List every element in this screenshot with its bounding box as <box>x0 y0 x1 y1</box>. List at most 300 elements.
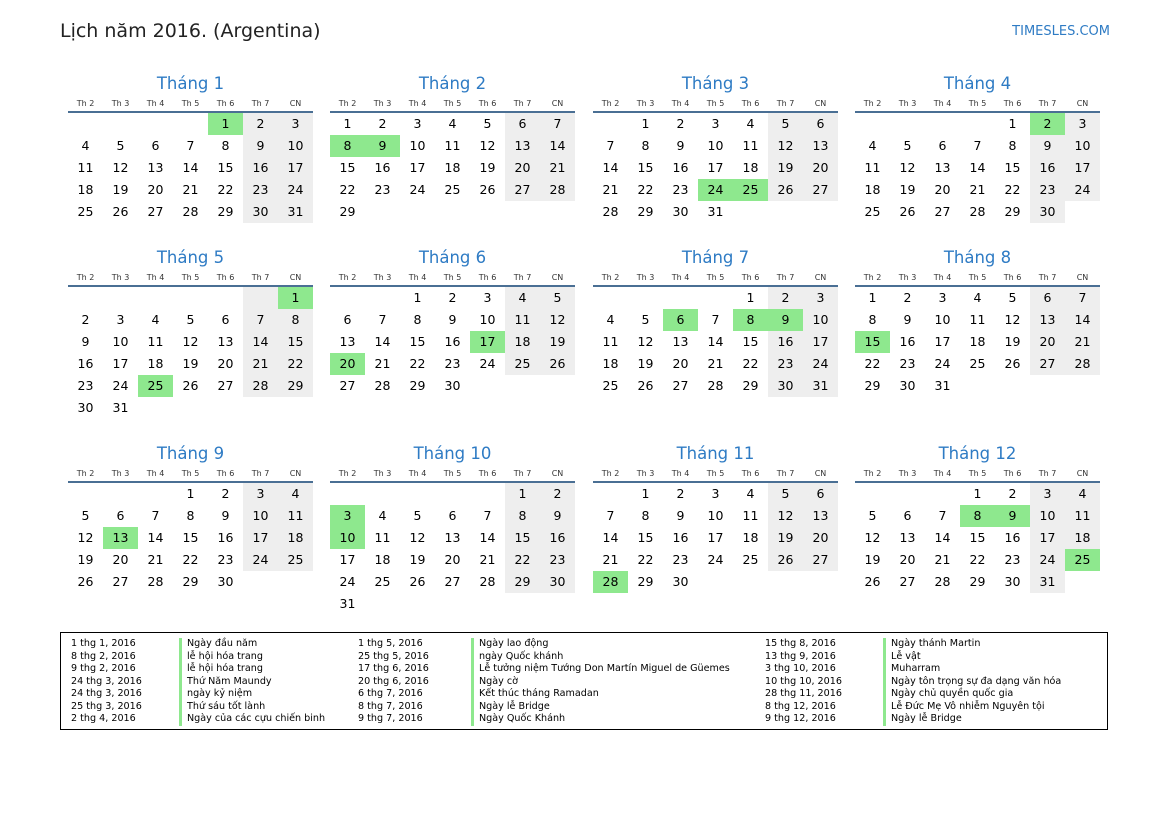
day-cell: 13 <box>803 505 838 527</box>
month-block <box>68 443 313 593</box>
empty-cell <box>138 113 173 135</box>
day-cell: 28 <box>540 179 575 201</box>
day-cell: 24 <box>934 356 951 371</box>
day-cell: 25 <box>864 204 881 219</box>
empty-cell <box>890 483 925 505</box>
day-cell: 27 <box>803 549 838 571</box>
month-title: Tháng 7 <box>681 248 750 267</box>
weekday-header <box>593 271 838 287</box>
day-cell: 27 <box>934 204 951 219</box>
weekday-label: Th 2 <box>601 99 620 108</box>
weekday-label: Th 2 <box>76 469 95 478</box>
weekday-header <box>68 467 313 483</box>
weekday-label: Th 4 <box>671 99 690 108</box>
day-cell: 6 <box>116 508 125 523</box>
weekday-label: Th 3 <box>898 99 917 108</box>
day-cell: 9 <box>903 312 912 327</box>
day-cell: 14 <box>243 331 278 353</box>
day-cell: 24 <box>707 552 724 567</box>
day-cell: 6 <box>151 138 160 153</box>
day-cell: 21 <box>540 157 575 179</box>
weekday-header <box>330 467 575 483</box>
day-cell: 20 <box>1030 331 1065 353</box>
day-cell: 5 <box>903 138 912 153</box>
day-cell: 5 <box>116 138 125 153</box>
day-cell: 22 <box>278 353 313 375</box>
day-cell: 2 <box>448 290 457 305</box>
weekday-label: Th 3 <box>636 273 655 282</box>
day-cell: 2 <box>676 116 685 131</box>
empty-cell <box>663 287 698 309</box>
day-cell: 27 <box>444 574 461 589</box>
day-cell: 27 <box>505 179 540 201</box>
day-cell: 24 <box>803 353 838 375</box>
day-cell: 29 <box>864 378 881 393</box>
day-cell: 20 <box>217 356 234 371</box>
holiday-date: 9 thg 2, 2016 <box>71 663 136 674</box>
day-cell: 16 <box>672 160 689 175</box>
day-cell: 14 <box>147 530 164 545</box>
empty-cell <box>138 483 173 505</box>
day-cell: 29 <box>637 574 654 589</box>
day-grid <box>593 483 838 593</box>
day-cell: 21 <box>602 182 619 197</box>
day-cell: 18 <box>742 530 759 545</box>
day-cell: 3 <box>711 486 720 501</box>
day-cell: 29 <box>505 571 540 593</box>
day-cell: 27 <box>147 204 164 219</box>
day-cell: 26 <box>864 574 881 589</box>
day-grid <box>330 483 575 615</box>
day-cell: 11 <box>742 138 759 153</box>
day-cell: 18 <box>505 331 540 353</box>
day-cell: 30 <box>444 378 461 393</box>
day-cell: 4 <box>606 312 615 327</box>
day-cell: 5 <box>413 508 422 523</box>
empty-cell <box>330 483 365 505</box>
day-cell: 5 <box>1008 290 1017 305</box>
day-cell: 3 <box>116 312 125 327</box>
weekday-label: Th 3 <box>373 273 392 282</box>
holiday-date: 15 thg 8, 2016 <box>765 638 836 649</box>
day-cell: 30 <box>243 201 278 223</box>
day-cell: 16 <box>1004 530 1021 545</box>
day-cell: 22 <box>637 182 654 197</box>
day-cell: 11 <box>77 160 94 175</box>
day-cell: 28 <box>479 574 496 589</box>
day-cell: 26 <box>479 182 496 197</box>
day-cell: 1 <box>641 116 650 131</box>
weekday-label: Th 6 <box>478 273 497 282</box>
weekday-label: Th 7 <box>513 273 532 282</box>
day-cell: 29 <box>339 204 356 219</box>
day-cell: 12 <box>899 160 916 175</box>
day-cell: 29 <box>409 378 426 393</box>
weekday-label: Th 5 <box>181 99 200 108</box>
holiday-date: 17 thg 6, 2016 <box>358 663 429 674</box>
day-cell: 18 <box>147 356 164 371</box>
day-cell: 28 <box>147 574 164 589</box>
weekday-label: Th 4 <box>933 99 952 108</box>
holiday-date: 25 thg 3, 2016 <box>71 700 142 712</box>
weekday-label: Th 4 <box>146 99 165 108</box>
weekday-label: Th 6 <box>1003 99 1022 108</box>
day-cell: 22 <box>969 552 986 567</box>
holiday-name: ngày Quốc khánh <box>471 651 563 664</box>
holiday-name: Ngày tôn trọng sự đa dạng văn hóa <box>883 676 1061 689</box>
day-cell: 12 <box>409 530 426 545</box>
weekday-label: Th 6 <box>741 469 760 478</box>
day-cell: 9 <box>1030 135 1065 157</box>
empty-cell <box>400 483 435 505</box>
day-cell: 5 <box>868 508 877 523</box>
empty-cell <box>243 287 278 309</box>
weekday-label: Th 6 <box>216 469 235 478</box>
month-title: Tháng 3 <box>681 74 750 93</box>
day-cell: 25 <box>374 574 391 589</box>
day-cell: 15 <box>182 530 199 545</box>
empty-cell <box>68 483 103 505</box>
day-grid <box>330 113 575 223</box>
day-cell: 15 <box>505 527 540 549</box>
day-cell: 1 <box>505 483 540 505</box>
day-cell: 14 <box>374 334 391 349</box>
weekday-header <box>593 97 838 113</box>
day-cell: 24 <box>409 182 426 197</box>
empty-cell <box>173 287 208 309</box>
holiday-date: 8 thg 12, 2016 <box>765 700 836 712</box>
day-cell: 19 <box>637 356 654 371</box>
day-cell: 20 <box>803 157 838 179</box>
day-cell: 15 <box>969 530 986 545</box>
day-cell: 6 <box>221 312 230 327</box>
day-cell: 26 <box>899 204 916 219</box>
holiday-day-cell: 3 <box>330 505 365 527</box>
holiday-day-cell: 8 <box>960 505 995 527</box>
empty-cell <box>960 113 995 135</box>
day-cell: 8 <box>505 505 540 527</box>
day-grid <box>593 287 838 397</box>
day-cell: 21 <box>243 353 278 375</box>
empty-cell <box>103 113 138 135</box>
day-cell: 17 <box>339 552 356 567</box>
day-cell: 21 <box>1065 331 1100 353</box>
holiday-name: Lễ Đức Mẹ Vô nhiễm Nguyên tội <box>883 701 1045 714</box>
day-cell: 8 <box>1008 138 1017 153</box>
holiday-day-cell: 15 <box>855 331 890 353</box>
day-cell: 2 <box>378 116 387 131</box>
empty-cell <box>138 287 173 309</box>
day-cell: 22 <box>742 356 759 371</box>
day-cell: 7 <box>711 312 720 327</box>
month-block <box>330 247 575 397</box>
weekday-label: Th 3 <box>111 273 130 282</box>
day-cell: 21 <box>934 552 951 567</box>
day-cell: 25 <box>77 204 94 219</box>
day-cell: 18 <box>742 160 759 175</box>
month-title: Tháng 8 <box>943 248 1012 267</box>
day-cell: 6 <box>448 508 457 523</box>
day-cell: 28 <box>934 574 951 589</box>
holiday-name: Ngày cờ <box>471 676 518 689</box>
day-cell: 2 <box>676 486 685 501</box>
day-cell: 30 <box>672 574 689 589</box>
weekday-label: CN <box>551 273 564 282</box>
day-cell: 24 <box>112 378 129 393</box>
month-block <box>330 443 575 615</box>
day-cell: 16 <box>768 331 803 353</box>
day-cell: 18 <box>1065 527 1100 549</box>
day-cell: 10 <box>934 312 951 327</box>
day-cell: 10 <box>1030 505 1065 527</box>
day-cell: 4 <box>505 287 540 309</box>
holiday-name: Ngày chủ quyền quốc gia <box>883 688 1013 701</box>
holiday-day-cell: 1 <box>208 113 243 135</box>
site-link[interactable]: TIMESLES.COM <box>1012 24 1110 39</box>
day-cell: 28 <box>374 378 391 393</box>
day-cell: 23 <box>672 552 689 567</box>
day-cell: 15 <box>278 331 313 353</box>
holiday-date: 1 thg 1, 2016 <box>71 638 136 649</box>
holiday-name: Kết thúc tháng Ramadan <box>471 688 599 701</box>
month-title: Tháng 4 <box>943 74 1012 93</box>
day-cell: 21 <box>969 182 986 197</box>
day-cell: 7 <box>606 508 615 523</box>
day-cell: 7 <box>243 309 278 331</box>
empty-cell <box>925 113 960 135</box>
day-cell: 17 <box>707 160 724 175</box>
weekday-label: Th 5 <box>968 273 987 282</box>
day-cell: 5 <box>768 113 803 135</box>
day-cell: 9 <box>676 138 685 153</box>
holiday-name: Ngày lễ Bridge <box>883 713 962 726</box>
weekday-label: Th 6 <box>1003 469 1022 478</box>
weekday-header <box>855 97 1100 113</box>
empty-cell <box>330 287 365 309</box>
day-cell: 23 <box>77 378 94 393</box>
weekday-label: Th 5 <box>443 469 462 478</box>
day-cell: 16 <box>1030 157 1065 179</box>
day-cell: 20 <box>112 552 129 567</box>
day-cell: 15 <box>409 334 426 349</box>
day-cell: 18 <box>77 182 94 197</box>
empty-cell <box>68 113 103 135</box>
day-cell: 3 <box>413 116 422 131</box>
day-cell: 28 <box>969 204 986 219</box>
day-cell: 4 <box>81 138 90 153</box>
holiday-name: Thứ Năm Maundy <box>179 676 272 689</box>
day-cell: 3 <box>711 116 720 131</box>
day-cell: 11 <box>864 160 881 175</box>
holiday-date: 20 thg 6, 2016 <box>358 675 429 687</box>
day-cell: 31 <box>1030 571 1065 593</box>
day-cell: 4 <box>448 116 457 131</box>
day-cell: 27 <box>672 378 689 393</box>
day-cell: 9 <box>540 505 575 527</box>
holiday-day-cell: 20 <box>330 353 365 375</box>
day-cell: 11 <box>147 334 164 349</box>
weekday-label: Th 2 <box>601 469 620 478</box>
day-cell: 6 <box>1030 287 1065 309</box>
day-cell: 26 <box>1004 356 1021 371</box>
day-cell: 15 <box>217 160 234 175</box>
day-cell: 29 <box>742 378 759 393</box>
weekday-label: Th 6 <box>1003 273 1022 282</box>
day-cell: 15 <box>1004 160 1021 175</box>
month-block <box>68 247 313 419</box>
day-cell: 7 <box>606 138 615 153</box>
day-cell: 4 <box>973 290 982 305</box>
day-cell: 23 <box>899 356 916 371</box>
day-cell: 25 <box>278 549 313 571</box>
day-grid <box>855 483 1100 593</box>
day-cell: 25 <box>602 378 619 393</box>
day-cell: 25 <box>742 552 759 567</box>
day-cell: 13 <box>1030 309 1065 331</box>
day-cell: 27 <box>112 574 129 589</box>
day-cell: 5 <box>483 116 492 131</box>
day-cell: 12 <box>864 530 881 545</box>
day-cell: 23 <box>540 549 575 571</box>
empty-cell <box>593 287 628 309</box>
day-cell: 22 <box>505 549 540 571</box>
holiday-date: 24 thg 3, 2016 <box>71 675 142 687</box>
empty-cell <box>68 287 103 309</box>
day-cell: 20 <box>505 157 540 179</box>
day-grid <box>330 287 575 397</box>
day-cell: 8 <box>221 138 230 153</box>
weekday-label: Th 3 <box>898 273 917 282</box>
month-block <box>855 443 1100 593</box>
day-cell: 13 <box>934 160 951 175</box>
holiday-date: 6 thg 7, 2016 <box>358 688 423 699</box>
day-cell: 29 <box>1004 204 1021 219</box>
day-cell: 23 <box>1030 179 1065 201</box>
holiday-date: 8 thg 7, 2016 <box>358 700 423 712</box>
day-cell: 22 <box>1004 182 1021 197</box>
day-cell: 20 <box>444 552 461 567</box>
holiday-day-cell: 13 <box>103 527 138 549</box>
weekday-label: Th 4 <box>146 273 165 282</box>
day-cell: 8 <box>868 312 877 327</box>
day-cell: 19 <box>112 182 129 197</box>
day-cell: 25 <box>444 182 461 197</box>
day-cell: 17 <box>934 334 951 349</box>
day-grid <box>855 113 1100 223</box>
day-cell: 30 <box>1004 574 1021 589</box>
day-cell: 8 <box>186 508 195 523</box>
holiday-name: Ngày của các cựu chiến binh <box>179 713 325 726</box>
day-cell: 7 <box>483 508 492 523</box>
day-cell: 11 <box>444 138 461 153</box>
weekday-label: Th 5 <box>706 99 725 108</box>
holiday-name: Lễ tưởng niệm Tướng Don Martín Miguel de Güemes <box>471 663 730 676</box>
empty-cell <box>103 483 138 505</box>
day-cell: 23 <box>1004 552 1021 567</box>
holiday-date: 13 thg 9, 2016 <box>765 650 836 662</box>
holiday-date: 3 thg 10, 2016 <box>765 663 836 674</box>
day-cell: 31 <box>278 201 313 223</box>
holiday-day-cell: 9 <box>365 135 400 157</box>
day-cell: 23 <box>243 179 278 201</box>
day-cell: 8 <box>641 138 650 153</box>
day-cell: 6 <box>343 312 352 327</box>
day-cell: 30 <box>540 571 575 593</box>
weekday-label: Th 6 <box>741 273 760 282</box>
month-block <box>330 73 575 223</box>
day-cell: 28 <box>243 375 278 397</box>
weekday-header <box>855 467 1100 483</box>
day-cell: 18 <box>864 182 881 197</box>
weekday-label: Th 3 <box>636 469 655 478</box>
day-cell: 19 <box>864 552 881 567</box>
day-cell: 5 <box>540 287 575 309</box>
day-grid <box>855 287 1100 397</box>
weekday-label: Th 3 <box>111 469 130 478</box>
holiday-date: 8 thg 2, 2016 <box>71 650 136 662</box>
weekday-label: CN <box>289 99 302 108</box>
day-cell: 2 <box>1008 486 1017 501</box>
day-cell: 13 <box>505 135 540 157</box>
day-cell: 20 <box>147 182 164 197</box>
day-cell: 4 <box>378 508 387 523</box>
day-cell: 9 <box>81 334 90 349</box>
day-cell: 12 <box>637 334 654 349</box>
day-cell: 3 <box>483 290 492 305</box>
day-cell: 14 <box>479 530 496 545</box>
day-cell: 11 <box>1065 505 1100 527</box>
weekday-label: CN <box>1076 273 1089 282</box>
day-cell: 9 <box>676 508 685 523</box>
day-cell: 10 <box>707 508 724 523</box>
day-cell: 14 <box>540 135 575 157</box>
day-cell: 7 <box>151 508 160 523</box>
day-cell: 12 <box>540 309 575 331</box>
weekday-label: Th 5 <box>443 99 462 108</box>
holiday-name: Ngày lao động <box>471 638 548 651</box>
day-cell: 26 <box>409 574 426 589</box>
day-cell: 27 <box>803 179 838 201</box>
holiday-day-cell: 8 <box>733 309 768 331</box>
holiday-day-cell: 28 <box>593 571 628 593</box>
day-cell: 2 <box>768 287 803 309</box>
weekday-label: Th 5 <box>706 273 725 282</box>
day-cell: 10 <box>479 312 496 327</box>
day-cell: 15 <box>637 160 654 175</box>
holiday-name: Ngày thánh Martin <box>883 638 980 651</box>
weekday-label: Th 5 <box>968 469 987 478</box>
empty-cell <box>855 113 890 135</box>
weekday-label: Th 7 <box>1038 99 1057 108</box>
weekday-label: Th 5 <box>706 469 725 478</box>
day-cell: 22 <box>864 356 881 371</box>
day-cell: 16 <box>444 334 461 349</box>
weekday-label: Th 4 <box>933 469 952 478</box>
empty-cell <box>698 287 733 309</box>
weekday-label: Th 7 <box>1038 273 1057 282</box>
weekday-label: CN <box>814 99 827 108</box>
day-cell: 13 <box>444 530 461 545</box>
day-cell: 3 <box>278 113 313 135</box>
day-cell: 22 <box>217 182 234 197</box>
empty-cell <box>925 483 960 505</box>
empty-cell <box>593 113 628 135</box>
day-cell: 14 <box>602 530 619 545</box>
weekday-label: Th 3 <box>898 469 917 478</box>
day-cell: 14 <box>707 334 724 349</box>
day-cell: 1 <box>1008 116 1017 131</box>
weekday-label: Th 4 <box>146 469 165 478</box>
